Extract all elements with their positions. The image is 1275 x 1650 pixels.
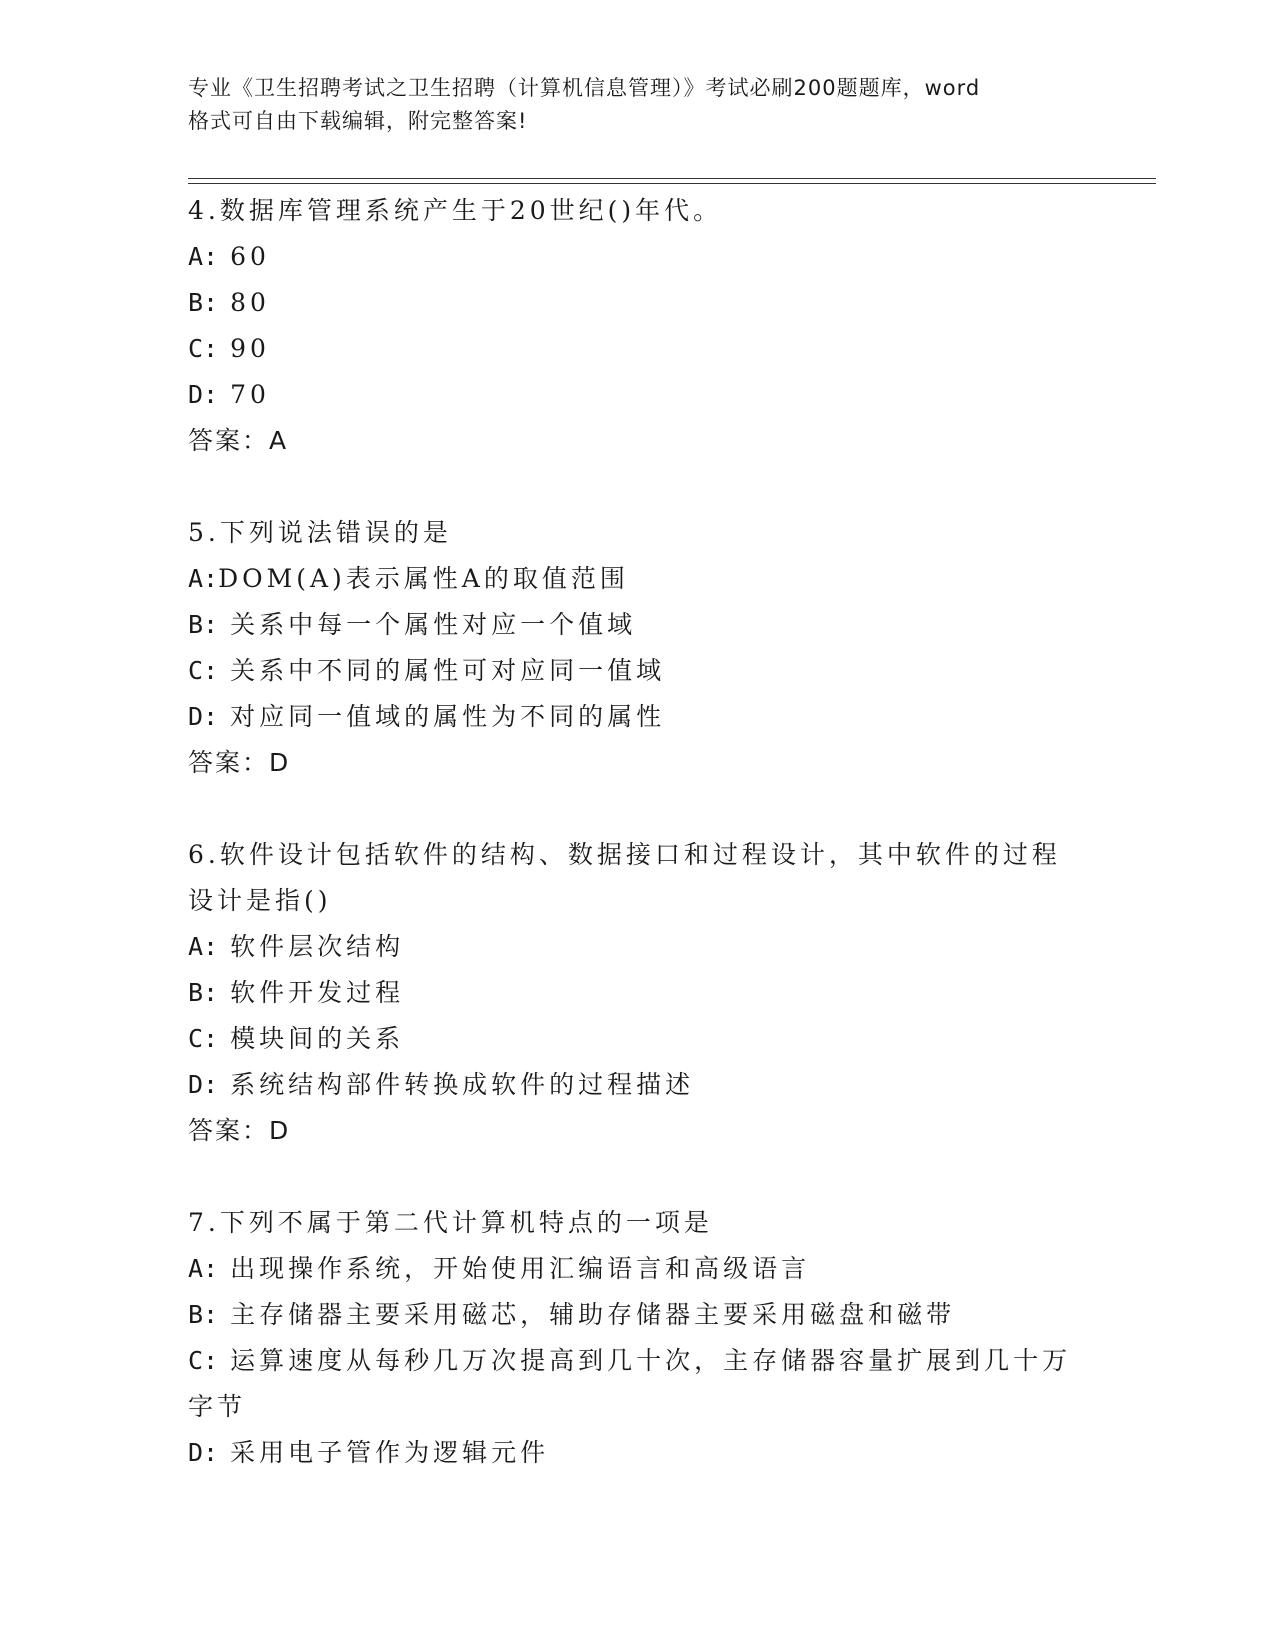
- option-a: [188, 1246, 1088, 1292]
- option-letter: A:: [188, 242, 219, 271]
- option-letter: B:: [188, 610, 219, 639]
- question-stem: 7.下列不属于第二代计算机特点的一项是: [188, 1208, 713, 1237]
- option-text: 90: [230, 334, 270, 363]
- document-header: [188, 72, 1088, 138]
- option-b: [188, 602, 1088, 648]
- question-7: [188, 1200, 1088, 1476]
- option-text: 60: [230, 242, 270, 271]
- option-b: [188, 970, 1088, 1016]
- header-divider-bottom: [188, 183, 1156, 184]
- question-4: [188, 188, 1088, 464]
- option-letter: A:: [188, 932, 219, 961]
- option-text: DOM(A)表示属性A的取值范围: [218, 564, 629, 593]
- option-letter: C:: [188, 334, 219, 363]
- option-text: 关系中每一个属性对应一个值域: [230, 610, 637, 639]
- option-text: 系统结构部件转换成软件的过程描述: [230, 1070, 695, 1099]
- option-d: [188, 694, 1088, 740]
- option-b: [188, 280, 1088, 326]
- question-stem: 4.数据库管理系统产生于20世纪()年代。: [188, 196, 723, 225]
- option-a: [188, 924, 1088, 970]
- option-d: [188, 372, 1088, 418]
- option-text: 对应同一值域的属性为不同的属性: [230, 702, 666, 731]
- option-text: 采用电子管作为逻辑元件: [230, 1438, 550, 1467]
- option-text: 出现操作系统，开始使用汇编语言和高级语言: [230, 1254, 811, 1283]
- option-letter: C:: [188, 1346, 219, 1375]
- option-text: 软件层次结构: [230, 932, 405, 961]
- option-text: 70: [230, 380, 270, 409]
- option-c: [188, 1016, 1088, 1062]
- question-list: [188, 188, 1088, 1476]
- header-divider-top: [188, 178, 1156, 179]
- option-letter: D:: [188, 380, 219, 409]
- option-letter: A:: [188, 1254, 219, 1283]
- option-text: 关系中不同的属性可对应同一值域: [230, 656, 666, 685]
- option-letter: D:: [188, 702, 219, 731]
- option-letter: C:: [188, 1024, 219, 1053]
- option-a: [188, 556, 1088, 602]
- option-letter: B:: [188, 288, 219, 317]
- option-b: [188, 1292, 1088, 1338]
- option-letter: C:: [188, 656, 219, 685]
- option-a: [188, 234, 1088, 280]
- header-line-2: 格式可自由下载编辑，附完整答案!: [188, 109, 528, 133]
- question-5: [188, 510, 1088, 786]
- question-stem: 5.下列说法错误的是: [188, 518, 452, 547]
- option-c: [188, 326, 1088, 372]
- option-letter: D:: [188, 1070, 219, 1099]
- option-letter: D:: [188, 1438, 219, 1467]
- answer-line: 答案：D: [188, 1116, 291, 1145]
- option-letter: B:: [188, 1300, 219, 1329]
- question-6: [188, 832, 1088, 1154]
- option-text: 主存储器主要采用磁芯，辅助存储器主要采用磁盘和磁带: [230, 1300, 956, 1329]
- answer-line: 答案：A: [188, 426, 289, 455]
- option-text: 软件开发过程: [230, 978, 405, 1007]
- option-letter: A:: [188, 564, 219, 593]
- question-stem: 6.软件设计包括软件的结构、数据接口和过程设计，其中软件的过程设计是指(): [188, 840, 1061, 915]
- option-c: [188, 1338, 1088, 1430]
- answer-line: 答案：D: [188, 748, 291, 777]
- option-text: 模块间的关系: [230, 1024, 405, 1053]
- option-text: 80: [230, 288, 270, 317]
- option-d: [188, 1430, 1088, 1476]
- option-letter: B:: [188, 978, 219, 1007]
- option-c: [188, 648, 1088, 694]
- option-d: [188, 1062, 1088, 1108]
- header-line-1: 专业《卫生招聘考试之卫生招聘（计算机信息管理）》考试必刷200题题库，word: [188, 76, 981, 100]
- option-text: 运算速度从每秒几万次提高到几十次，主存储器容量扩展到几十万字节: [188, 1346, 1072, 1421]
